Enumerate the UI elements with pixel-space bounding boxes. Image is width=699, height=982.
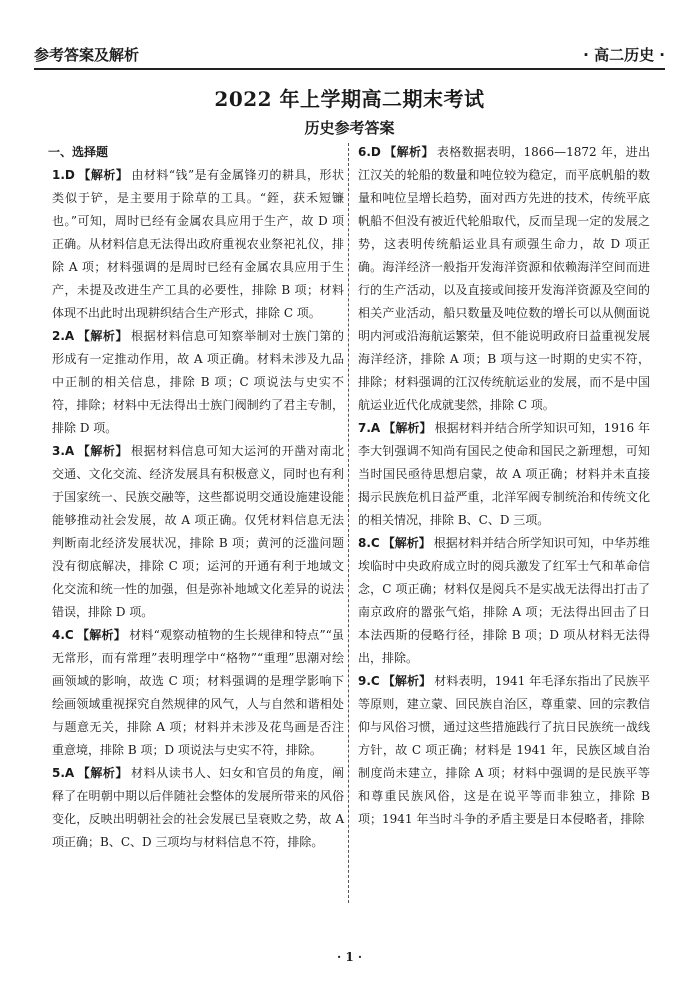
item-answer: A (370, 421, 381, 435)
item-number: 5. (52, 766, 65, 780)
item-text: 材料“观察动植物的生长规律和特点”“虽无常形，而有常理”表明理学中“格物”“重理”思潮对绘画领域的影响，故选 C 项；材料强调的是理学影响下绘画领域重视探究自然规律的风气，人与自然和谐相处与题意无关，排除 A 项；材料并未涉及花鸟画是否注重意境，排除 B 项；D 项说法与史实不符，排除。 (52, 628, 344, 757)
section-heading: 一、选择题 (48, 145, 109, 159)
item-text: 材料表明，1941 年毛泽东指出了民族平等原则，建立蒙、回民族自治区，尊重蒙、回的宗教信仰与风俗习惯，通过这些措施践行了抗日民族统一战线方针，故 C 项正确；材料是 1941 年，民族区域自治制度尚未建立，排除 A 项；材料中强调的是民族平等和尊重民族风俗，这是在说平等而非独立，排除 B 项；1941 年当时斗争的矛盾主要是日本侵略者，排除 (358, 674, 650, 826)
item-answer: D (64, 168, 75, 182)
item-number: 6. (358, 145, 371, 159)
column-divider (348, 143, 349, 903)
analysis-tag: 【解析】 (382, 536, 431, 550)
answer-item-4 (52, 624, 344, 762)
item-number: 1. (52, 168, 65, 182)
analysis-tag: 【解析】 (383, 421, 432, 435)
answer-item-8 (358, 532, 650, 670)
left-column (48, 141, 344, 854)
page-subtitle: 历史参考答案 (304, 119, 395, 137)
item-number: 3. (52, 444, 65, 458)
answer-item-5 (52, 762, 344, 854)
item-answer: A (64, 329, 75, 343)
answer-item-2 (52, 325, 344, 440)
header-left-label: 参考答案及解析 (34, 46, 140, 64)
analysis-tag: 【解析】 (382, 674, 432, 688)
item-number: 7. (358, 421, 371, 435)
page-title: 2022 年上学期高二期末考试 (214, 87, 485, 111)
item-text: 由材料“钱”是有金属锋刃的耕具，形状类似于铲，是主要用于除草的工具。“銍，获禾短镰也。”可知，周时已经有金属农具应用于生产，故 D 项正确。从材料信息无法得出政府重视农业祭祀礼仪，排除 A 项；材料强调的是周时已经有金属农具应用于生产，未提及改进生产工具的必要性，排除 B 项；材料体现不出此时出现耕织结合生产形式，排除 C 项。 (52, 168, 344, 320)
analysis-tag: 【解析】 (76, 628, 127, 642)
answer-item-6 (358, 141, 650, 417)
item-answer: C (370, 536, 380, 550)
item-number: 8. (358, 536, 371, 550)
header-right-label: · 高二历史 · (583, 46, 665, 64)
item-text: 根据材料信息可知察举制对士族门第的形成有一定推动作用，故 A 项正确。材料未涉及九品中正制的相关信息，排除 B 项；C 项说法与史实不符，排除；材料中无法得出士族门阀制约了君主专制，排除 D 项。 (52, 329, 344, 435)
item-text: 根据材料信息可知大运河的开凿对南北交通、文化交流、经济发展具有积极意义，同时也有利于国家统一、民族交融等，这些都说明交通设施建设能能够推动社会发展，故 A 项正确。仅凭材料信息无法判断南北经济发展状况，排除 B 项；黄河的泛滥问题没有彻底解决，排除 C 项；运河的开通有利于地域文化交流和统一性的加强，但是弥补地域文化差异的说法错误，排除 D 项。 (52, 444, 344, 619)
answer-item-3 (52, 440, 344, 624)
item-text: 材料从读书人、妇女和官员的角度，阐释了在明朝中期以后伴随社会整体的发展所带来的风俗变化，反映出明朝社会的社会发展已呈衰败之势，故 A 项正确；B、C、D 三项均与材料信息不符，排除。 (52, 766, 344, 849)
item-answer: A (64, 766, 75, 780)
analysis-tag: 【解析】 (77, 444, 129, 458)
item-answer: C (64, 628, 74, 642)
analysis-tag: 【解析】 (383, 145, 434, 159)
item-answer: C (370, 674, 380, 688)
item-answer: D (370, 145, 381, 159)
right-column (358, 141, 650, 831)
analysis-tag: 【解析】 (77, 168, 129, 182)
item-number: 9. (358, 674, 371, 688)
analysis-tag: 【解析】 (77, 329, 129, 343)
item-answer: A (64, 444, 75, 458)
item-number: 4. (52, 628, 65, 642)
page-number: · 1 · (336, 950, 363, 964)
page-header (34, 36, 665, 70)
item-text: 根据材料并结合所学知识可知，1916 年李大钊强调不知尚有国民之使命和国民之新理想，可知当时国民亟待思想启蒙，故 A 项正确；材料并未直接揭示民族危机日益严重，北洋军阀专制统治和传统文化的相关情况，排除 B、C、D 三项。 (358, 421, 650, 527)
answer-item-1 (52, 164, 344, 325)
item-text: 表格数据表明，1866—1872 年，进出江汉关的轮船的数量和吨位较为稳定，而平底帆船的数量和吨位呈增长趋势，面对西方先进的技术，传统平底帆船不但没有被近代轮船取代，反而呈现一定的发展之势，这表明传统船运业具有顽强生命力，故 D 项正确。海洋经济一般指开发海洋资源和依赖海洋空间而进行的生产活动，以及直接或间接开发海洋资源及空间的相关产业活动，船只数量及吨位数的增长可以从侧面说明内河或沿海航运繁荣，但不能说明政府日益重视发展海洋经济，排除 A 项；B 项与这一时期的史实不符，排除；材料强调的江汉传统航运业的发展，而不是中国航运业近代化成就斐然，排除 C 项。 (358, 145, 650, 412)
answer-item-9 (358, 670, 650, 831)
item-text: 根据材料并结合所学知识可知，中华苏维埃临时中央政府成立时的阅兵激发了红军士气和革命信念，C 项正确；材料仅是阅兵不是实战无法得出打击了南京政府的嚣张气焰，排除 A 项；无法得出回击了日本法西斯的侵略行径，排除 B 项；D 项从材料无法得出，排除。 (358, 536, 650, 665)
analysis-tag: 【解析】 (77, 766, 129, 780)
answer-item-7 (358, 417, 650, 532)
item-number: 2. (52, 329, 65, 343)
